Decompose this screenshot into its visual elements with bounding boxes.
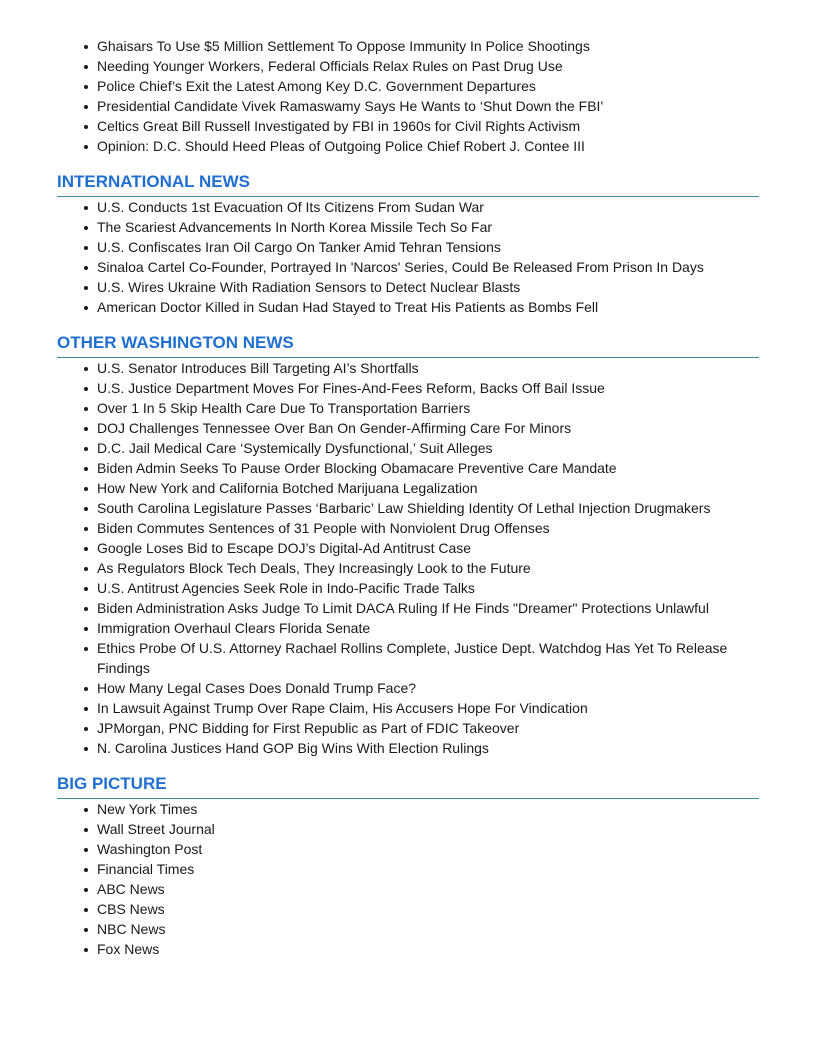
source-link[interactable]: Financial Times — [97, 861, 195, 877]
news-link[interactable]: D.C. Jail Medical Care ‘Systemically Dysfunctional,’ Suit Alleges — [97, 440, 493, 456]
list-item — [97, 217, 759, 237]
list-item — [97, 558, 759, 578]
source-link[interactable]: Washington Post — [97, 841, 203, 857]
list-item — [97, 418, 759, 438]
news-link[interactable]: Sinaloa Cartel Co-Founder, Portrayed In 'Narcos' Series, Could Be Released From Prison In Days — [97, 259, 704, 275]
list-item — [97, 56, 759, 76]
newsletter-page — [57, 36, 759, 959]
list-item — [97, 598, 759, 618]
list-item — [97, 297, 759, 317]
news-link[interactable]: Celtics Great Bill Russell Investigated by FBI in 1960s for Civil Rights Activism — [97, 118, 581, 134]
list-item — [97, 197, 759, 217]
list-item — [97, 358, 759, 378]
list-item — [97, 899, 759, 919]
news-link[interactable]: Opinion: D.C. Should Heed Pleas of Outgoing Police Chief Robert J. Contee III — [97, 138, 585, 154]
list-item — [97, 257, 759, 277]
list-item — [97, 136, 759, 156]
news-link[interactable]: N. Carolina Justices Hand GOP Big Wins With Election Rulings — [97, 740, 489, 756]
news-link[interactable]: Immigration Overhaul Clears Florida Senate — [97, 620, 371, 636]
news-link[interactable]: U.S. Confiscates Iran Oil Cargo On Tanker Amid Tehran Tensions — [97, 239, 501, 255]
list-item — [97, 879, 759, 899]
news-link[interactable]: Needing Younger Workers, Federal Officials Relax Rules on Past Drug Use — [97, 58, 563, 74]
list-item — [97, 237, 759, 257]
news-link[interactable]: How New York and California Botched Marijuana Legalization — [97, 480, 478, 496]
source-link[interactable]: ABC News — [97, 881, 165, 897]
news-link[interactable]: In Lawsuit Against Trump Over Rape Claim, His Accusers Hope For Vindication — [97, 700, 588, 716]
list-item — [97, 478, 759, 498]
news-link[interactable]: Biden Commutes Sentences of 31 People with Nonviolent Drug Offenses — [97, 520, 550, 536]
list-item — [97, 277, 759, 297]
section-heading-international: INTERNATIONAL NEWS — [57, 171, 759, 197]
top-news-list — [57, 36, 759, 156]
list-item — [97, 398, 759, 418]
list-item — [97, 919, 759, 939]
list-item — [97, 498, 759, 518]
list-item — [97, 939, 759, 959]
news-link[interactable]: DOJ Challenges Tennessee Over Ban On Gender-Affirming Care For Minors — [97, 420, 572, 436]
list-item — [97, 458, 759, 478]
source-link[interactable]: NBC News — [97, 921, 166, 937]
list-item — [97, 36, 759, 56]
list-item — [97, 618, 759, 638]
list-item — [97, 839, 759, 859]
big-picture-list — [57, 799, 759, 959]
list-item — [97, 799, 759, 819]
list-item — [97, 578, 759, 598]
list-item — [97, 678, 759, 698]
list-item — [97, 859, 759, 879]
list-item — [97, 378, 759, 398]
list-item — [97, 698, 759, 718]
news-link[interactable]: Ghaisars To Use $5 Million Settlement To Oppose Immunity In Police Shootings — [97, 38, 590, 54]
source-link[interactable]: Fox News — [97, 941, 160, 957]
source-link[interactable]: New York Times — [97, 801, 198, 817]
international-news-list — [57, 197, 759, 317]
list-item — [97, 819, 759, 839]
news-link[interactable]: U.S. Justice Department Moves For Fines-And-Fees Reform, Backs Off Bail Issue — [97, 380, 605, 396]
news-link[interactable]: Biden Admin Seeks To Pause Order Blocking Obamacare Preventive Care Mandate — [97, 460, 617, 476]
list-item — [97, 518, 759, 538]
list-item — [97, 638, 759, 678]
section-heading-big-picture: BIG PICTURE — [57, 773, 759, 799]
list-item — [97, 116, 759, 136]
list-item — [97, 538, 759, 558]
source-link[interactable]: Wall Street Journal — [97, 821, 215, 837]
news-link[interactable]: Biden Administration Asks Judge To Limit DACA Ruling If He Finds "Dreamer" Protections Unlawful — [97, 600, 709, 616]
source-link[interactable]: CBS News — [97, 901, 165, 917]
news-link[interactable]: South Carolina Legislature Passes ‘Barbaric’ Law Shielding Identity Of Lethal Injection Drugmakers — [97, 500, 711, 516]
news-link[interactable]: The Scariest Advancements In North Korea Missile Tech So Far — [97, 219, 493, 235]
news-link[interactable]: Google Loses Bid to Escape DOJ’s Digital-Ad Antitrust Case — [97, 540, 472, 556]
news-link[interactable]: JPMorgan, PNC Bidding for First Republic as Part of FDIC Takeover — [97, 720, 520, 736]
news-link[interactable]: American Doctor Killed in Sudan Had Stayed to Treat His Patients as Bombs Fell — [97, 299, 599, 315]
list-item — [97, 718, 759, 738]
list-item — [97, 738, 759, 758]
news-link[interactable]: U.S. Senator Introduces Bill Targeting AI’s Shortfalls — [97, 360, 419, 376]
news-link[interactable]: U.S. Conducts 1st Evacuation Of Its Citizens From Sudan War — [97, 199, 484, 215]
news-link[interactable]: Ethics Probe Of U.S. Attorney Rachael Rollins Complete, Justice Dept. Watchdog Has Yet To Release Findings — [97, 640, 728, 676]
news-link[interactable]: Police Chief’s Exit the Latest Among Key D.C. Government Departures — [97, 78, 536, 94]
washington-news-list — [57, 358, 759, 758]
section-heading-washington: OTHER WASHINGTON NEWS — [57, 332, 759, 358]
news-link[interactable]: U.S. Wires Ukraine With Radiation Sensors to Detect Nuclear Blasts — [97, 279, 521, 295]
news-link[interactable]: Over 1 In 5 Skip Health Care Due To Transportation Barriers — [97, 400, 471, 416]
list-item — [97, 438, 759, 458]
news-link[interactable]: As Regulators Block Tech Deals, They Increasingly Look to the Future — [97, 560, 531, 576]
news-link[interactable]: Presidential Candidate Vivek Ramaswamy Says He Wants to ‘Shut Down the FBI' — [97, 98, 604, 114]
news-link[interactable]: How Many Legal Cases Does Donald Trump Face? — [97, 680, 417, 696]
list-item — [97, 96, 759, 116]
news-link[interactable]: U.S. Antitrust Agencies Seek Role in Indo-Pacific Trade Talks — [97, 580, 475, 596]
list-item — [97, 76, 759, 96]
